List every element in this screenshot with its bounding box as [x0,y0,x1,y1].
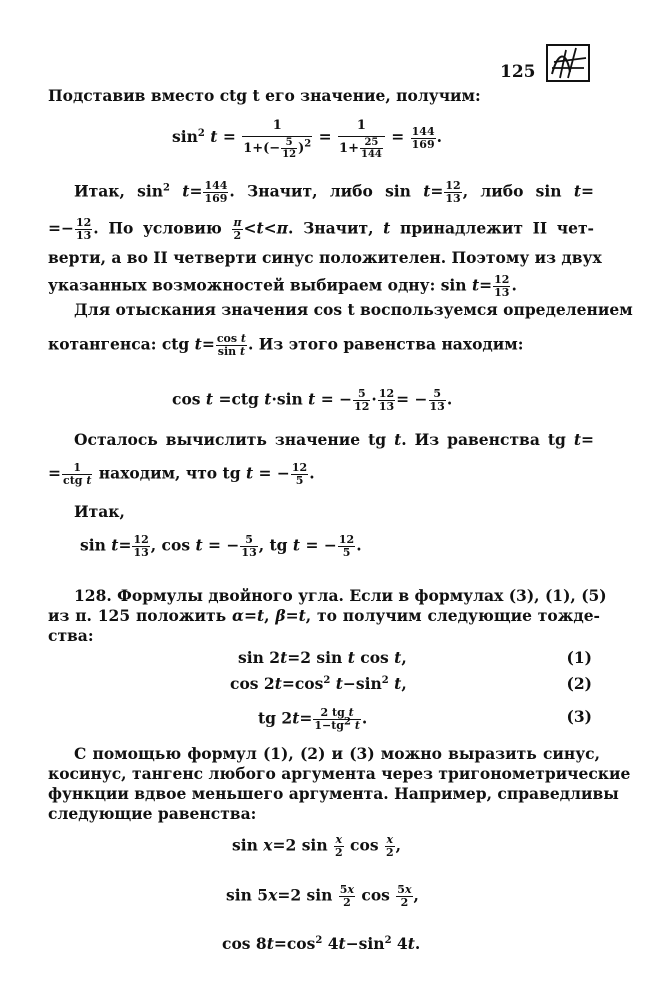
formula-summary: sin t= $\frac{12}{13}$ , cos t = − $\frac{5}{13}$ , tg t = − $\frac{12}{5}$ . [80,533,362,559]
paragraph-substitution: Подставив вместо ctg t его значение, получим: [48,86,481,105]
formula-sin-squared: $\sin^2 t$ = 1 1+(− $\frac{5}{12}$ )$^2$ = 1 1+ $\frac{25}{144}$ = $\frac{144}{169}$ . [172,118,443,160]
formula-cos-2t: $\cos 2t=\cos^2$ $t-\sin^2$ t, [230,674,407,693]
paragraph-itak-line-4: указанных возможностей выбираем одну: sin t= $\frac{12}{13}$ . [48,273,517,299]
formula-tg-2t: tg 2t= $\frac{\text{2 tg t}}{1-tg^2 t}$ . [258,706,368,732]
paragraph-cos-line-1: Для отыскания значения cos t воспользуемся определением [74,300,633,319]
section-128-line-1: 128. Формулы двойного угла. Если в формулах (3), (1), (5) [74,586,607,605]
paragraph-itak-line-1: Итак, $\sin^2 t=$ $\frac{144}{169}$ . Значит, либо sin t= $\frac{12}{13}$ , либо sin t= [74,179,594,205]
formula-sin-x: sin x=2 sin $\frac{x}{2}$ cos $\frac{x}{2}$ , [232,833,401,859]
paragraph-itak-line-3: верти, а во II четверти синус положителен. Поэтому из двух [48,248,602,267]
eq-number-1: (1) [566,648,592,667]
formula-sin-2t: sin 2t=2 sin t cos t, [238,648,407,667]
paragraph-double-line-1: С помощью формул (1), (2) и (3) можно выразить синус, [74,744,600,763]
paragraph-double-line-4: следующие равенства: [48,804,257,823]
paragraph-double-line-2: косинус, тангенс любого аргумента через тригонометрические [48,764,631,783]
eq-number-3: (3) [566,707,592,726]
paragraph-double-line-3: функции вдвое меньшего аргумента. Например, справедливы [48,784,619,803]
paragraph-tg-line-1: Осталось вычислить значение tg t. Из равенства tg t= [74,430,594,449]
chapter-logo-icon [546,44,590,82]
section-128-line-3: ства: [48,626,94,645]
eq-number-2: (2) [566,674,592,693]
paragraph-cos-line-2: котангенса: ctg t= $\frac{\text{cos t}}{\text{sin t}}$ . Из этого равенства находим: [48,332,524,358]
formula-sin-5x: sin 5x=2 sin $\frac{5x}{2}$ cos $\frac{5x}{2}$ , [226,883,419,909]
page-number: 125 [500,62,536,82]
formula-cos-8t: $\cos 8t=\cos^2$ $4t-\sin^2$ 4t. [222,934,421,953]
itak-label: Итак, [74,502,125,521]
section-128-line-2: из п. 125 положить α=t, β=t, то получим следующие тожде- [48,606,600,625]
paragraph-itak-line-2: =− $\frac{12}{13}$ . По условию $\frac{\pi}{2}$ <t<π. Значит, t принадлежит II чет- [48,216,594,242]
paragraph-tg-line-2: = 1 ctg t находим, что tg t = − $\frac{12}{5}$ . [48,461,315,487]
formula-cos-t: cos t =ctg t·sin t = − $\frac{5}{12}$ · $\frac{12}{13}$ = − $\frac{5}{13}$ . [172,387,453,413]
